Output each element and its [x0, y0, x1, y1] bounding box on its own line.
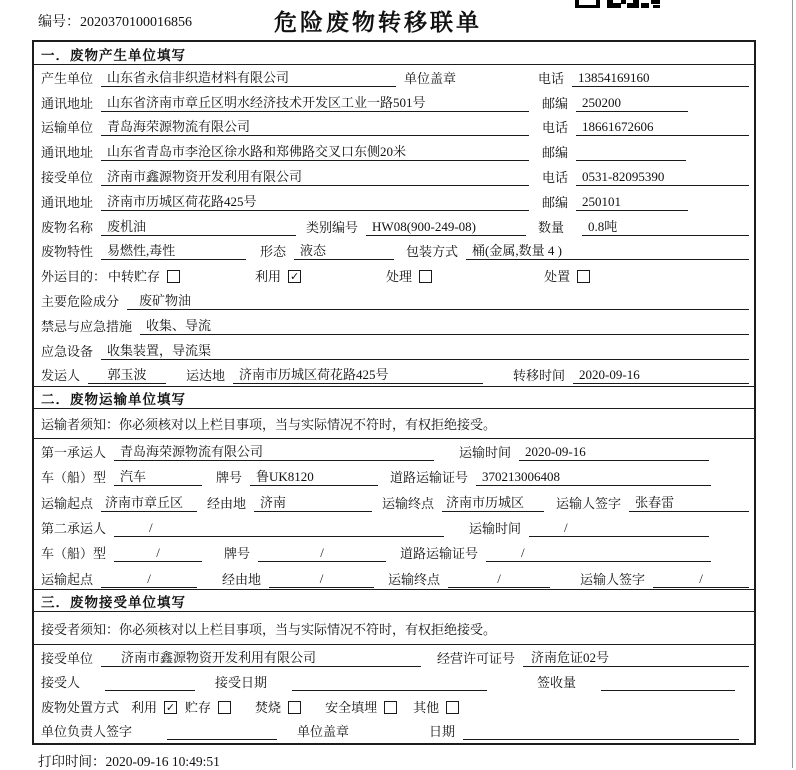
utilize-checkbox: ✓: [289, 270, 300, 284]
row-waste-property: [34, 239, 754, 264]
second-route-start-label: 运输起点: [41, 571, 94, 587]
second-transport-time-field: /: [529, 520, 709, 537]
receiver-zip-label: 邮编: [542, 194, 569, 210]
second-via-field: /: [269, 571, 374, 588]
transporter-address-field: 山东省青岛市李沧区徐水路和郑佛路交叉口东侧20米: [101, 144, 529, 161]
first-carrier-name-field: 青岛海荣源物流有限公司: [114, 444, 434, 461]
disposal-method-label: 废物处置方式: [41, 699, 120, 715]
hazard-label: 主要危险成分: [41, 293, 120, 309]
purpose-option-treat: [386, 269, 432, 285]
second-carrier-sign-field: /: [653, 571, 749, 588]
print-time-line: [38, 750, 220, 770]
print-time-value: 2020-09-16 10:49:51: [105, 754, 220, 769]
receiver-zip-field: 250101: [576, 194, 688, 211]
second-carrier-label: 第二承运人: [41, 521, 107, 537]
first-via-field: 济南: [254, 495, 372, 512]
receiver-address-label: 通讯地址: [41, 194, 94, 210]
row-first-vehicle: [34, 464, 754, 489]
transfer-time-label: 转移时间: [513, 368, 566, 384]
destination-field: 济南市历城区荷花路425号: [233, 367, 483, 384]
receive-unit-name-field: 济南市鑫源物资开发利用有限公司: [101, 650, 421, 667]
section2-heading: 二．废物运输单位填写: [34, 386, 754, 409]
dispose-checkbox: [577, 270, 590, 283]
unit-seal-label: 单位盖章: [297, 724, 350, 740]
receive-unit-label: 接受单位: [41, 650, 94, 666]
second-vehicle-type-field: /: [114, 545, 202, 562]
disposal-other-checkbox: [446, 701, 459, 714]
row-hazard-components: [34, 288, 754, 313]
row-responsible-sign: [34, 719, 754, 744]
receiver-address-field: 济南市历城区荷花路425号: [101, 194, 529, 211]
dispatcher-label: 发运人: [41, 368, 81, 384]
permit-number-label: 经营许可证号: [437, 650, 516, 666]
waste-category-field: HW08(900-249-08): [366, 219, 526, 236]
receiver-phone-field: 0531-82095390: [576, 169, 749, 186]
row-receive-unit: [34, 645, 754, 670]
receiver-name-field: 济南市鑫源物资开发利用有限公司: [101, 169, 529, 186]
row-disposal-method: [34, 694, 754, 719]
first-plate-field: 鲁UK8120: [250, 469, 378, 486]
first-via-label: 经由地: [207, 495, 247, 511]
waste-name-label: 废物名称: [41, 219, 94, 235]
first-route-end-field: 济南市历城区: [442, 495, 544, 512]
first-road-license-field: 370213006408: [476, 469, 711, 486]
producer-address-label: 通讯地址: [41, 95, 94, 111]
second-route-end-label: 运输终点: [388, 571, 441, 587]
measures-label: 禁忌与应急措施: [41, 318, 133, 334]
utilize-label: 利用: [255, 269, 282, 285]
second-plate-label: 牌号: [224, 546, 251, 562]
first-plate-label: 牌号: [216, 470, 243, 486]
transporter-label: 运输单位: [41, 120, 94, 136]
disposal-option-utilize: [131, 700, 177, 716]
serial-number: 2020370100016856: [80, 15, 192, 30]
page-edge-line: [792, 0, 793, 768]
measures-field: 收集、导流: [140, 318, 749, 335]
waste-quantity-label: 数量: [538, 219, 565, 235]
first-vehicle-type-field: 汽车: [114, 469, 202, 486]
treat-label: 处理: [386, 269, 413, 285]
second-plate-field: /: [258, 545, 386, 562]
first-carrier-label: 第一承运人: [41, 445, 107, 461]
producer-phone-field: 13854169160: [572, 70, 749, 87]
row-first-carrier: [34, 439, 754, 464]
receive-sign-date-field: [463, 724, 739, 740]
producer-address-field: 山东省济南市章丘区明水经济技术开发区工业一路501号: [101, 95, 529, 112]
second-carrier-name-field: /: [114, 520, 444, 537]
row-emergency-measures: [34, 313, 754, 338]
second-transport-time-label: 运输时间: [469, 521, 522, 537]
waste-property-label: 废物特性: [41, 244, 94, 260]
row-receiver-address: [34, 189, 754, 214]
print-time-label: 打印时间：: [38, 754, 106, 769]
row-producer-address: [34, 90, 754, 115]
row-transporter-address: [34, 139, 754, 164]
row-emergency-equipment: [34, 338, 754, 363]
second-route-end-field: /: [448, 571, 550, 588]
disposal-option-other: [413, 700, 459, 716]
section3-heading: 三．废物接受单位填写: [34, 589, 754, 612]
receipt-quantity-label: 签收量: [537, 675, 577, 691]
waste-form-label: 形态: [260, 244, 287, 260]
transfer-storage-checkbox: [167, 270, 180, 283]
waste-quantity-field: 0.8吨: [582, 219, 749, 236]
receive-date-label: 接受日期: [215, 675, 268, 691]
equipment-field: 收集装置，导流渠: [101, 343, 749, 360]
responsible-sign-field: [167, 724, 277, 740]
section2-notice: 运输者须知：你必须核对以上栏目事项，当与实际情况不符时，有权拒绝接受。: [34, 409, 754, 439]
disposal-option-storage: [185, 700, 231, 716]
purpose-option-utilize: [255, 269, 301, 285]
packaging-field: 桶(金属,数量 4 ): [466, 243, 749, 260]
receive-person-label: 接受人: [41, 675, 81, 691]
row-transporter: [34, 115, 754, 140]
producer-name-field: 山东省永信非织造材料有限公司: [101, 70, 396, 87]
waste-property-field: 易燃性,毒性: [101, 243, 246, 260]
disposal-other-label: 其他: [413, 699, 440, 715]
producer-zip-field: 250200: [576, 95, 688, 112]
row-second-route: [34, 565, 754, 590]
receive-person-field: [105, 675, 195, 691]
second-via-label: 经由地: [222, 571, 262, 587]
waste-category-label: 类别编号: [306, 219, 359, 235]
purpose-label: 外运目的：: [41, 269, 107, 285]
receive-sign-date-label: 日期: [429, 724, 456, 740]
transfer-time-field: 2020-09-16: [573, 367, 749, 384]
transporter-zip-label: 邮编: [542, 145, 569, 161]
disposal-incinerate-checkbox: [288, 701, 301, 714]
transporter-zip-field: [576, 145, 686, 161]
transporter-address-label: 通讯地址: [41, 145, 94, 161]
waste-name-field: 废机油: [101, 219, 296, 236]
disposal-storage-checkbox: [218, 701, 231, 714]
dispose-label: 处置: [544, 269, 571, 285]
packaging-label: 包装方式: [406, 244, 459, 260]
disposal-landfill-label: 安全填埋: [325, 699, 378, 715]
producer-label: 产生单位: [41, 70, 94, 86]
second-route-start-field: /: [101, 571, 197, 588]
section1-heading: 一．废物产生单位填写: [34, 42, 754, 65]
hazard-field: 废矿物油: [127, 293, 749, 310]
first-road-license-label: 道路运输证号: [390, 470, 469, 486]
first-route-start-field: 济南市章丘区: [101, 495, 197, 512]
row-transfer-purpose: [34, 263, 754, 288]
first-carrier-sign-label: 运输人签字: [556, 495, 622, 511]
row-dispatch: [34, 363, 754, 388]
first-route-end-label: 运输终点: [382, 495, 435, 511]
row-first-route: [34, 489, 754, 514]
row-second-carrier: [34, 515, 754, 540]
row-receive-person: [34, 670, 754, 695]
disposal-storage-label: 贮存: [185, 699, 212, 715]
second-carrier-sign-label: 运输人签字: [580, 571, 646, 587]
row-second-vehicle: [34, 540, 754, 565]
row-waste-name: [34, 214, 754, 239]
first-transport-time-field: 2020-09-16: [519, 444, 709, 461]
row-producer: [34, 65, 754, 90]
disposal-option-incinerate: [255, 700, 301, 716]
transporter-name-field: 青岛海荣源物流有限公司: [101, 119, 529, 136]
dispatcher-name-field: 郭玉波: [88, 367, 166, 384]
serial-label: 编号：: [38, 15, 80, 30]
disposal-utilize-label: 利用: [131, 699, 158, 715]
first-route-start-label: 运输起点: [41, 495, 94, 511]
receiver-label: 接受单位: [41, 169, 94, 185]
receipt-quantity-field: [601, 675, 735, 691]
purpose-option-dispose: [544, 269, 590, 285]
transporter-phone-label: 电话: [542, 120, 569, 136]
producer-seal-label: 单位盖章: [404, 70, 457, 86]
first-transport-time-label: 运输时间: [459, 445, 512, 461]
producer-zip-label: 邮编: [542, 95, 569, 111]
document-header: [0, 4, 756, 38]
second-road-license-label: 道路运输证号: [400, 546, 479, 562]
destination-label: 运达地: [186, 368, 226, 384]
first-carrier-sign-field: 张春雷: [629, 495, 749, 512]
second-road-license-field: /: [486, 545, 711, 562]
producer-phone-label: 电话: [538, 70, 565, 86]
equipment-label: 应急设备: [41, 343, 94, 359]
treat-checkbox: [419, 270, 432, 283]
responsible-sign-label: 单位负责人签字: [41, 724, 133, 740]
permit-number-field: 济南危证02号: [523, 650, 749, 667]
second-vehicle-type-label: 车（船）型: [41, 546, 107, 562]
disposal-utilize-checkbox: ✓: [165, 700, 176, 714]
receive-date-field: [292, 675, 487, 691]
row-receiver: [34, 164, 754, 189]
waste-form-field: 液态: [294, 243, 394, 260]
disposal-landfill-checkbox: [384, 701, 397, 714]
disposal-option-landfill: [325, 700, 397, 716]
purpose-option-transfer-storage: [108, 269, 180, 285]
disposal-incinerate-label: 焚烧: [255, 699, 282, 715]
receiver-phone-label: 电话: [542, 169, 569, 185]
transporter-phone-field: 18661672606: [576, 119, 749, 136]
first-vehicle-type-label: 车（船）型: [41, 470, 107, 486]
manifest-form: [32, 40, 756, 745]
transfer-storage-label: 中转贮存: [108, 269, 161, 285]
document-title: 危险废物转移联单: [274, 10, 482, 35]
section3-notice: 接受者须知：你必须核对以上栏目事项，当与实际情况不符时，有权拒绝接受。: [34, 612, 754, 645]
